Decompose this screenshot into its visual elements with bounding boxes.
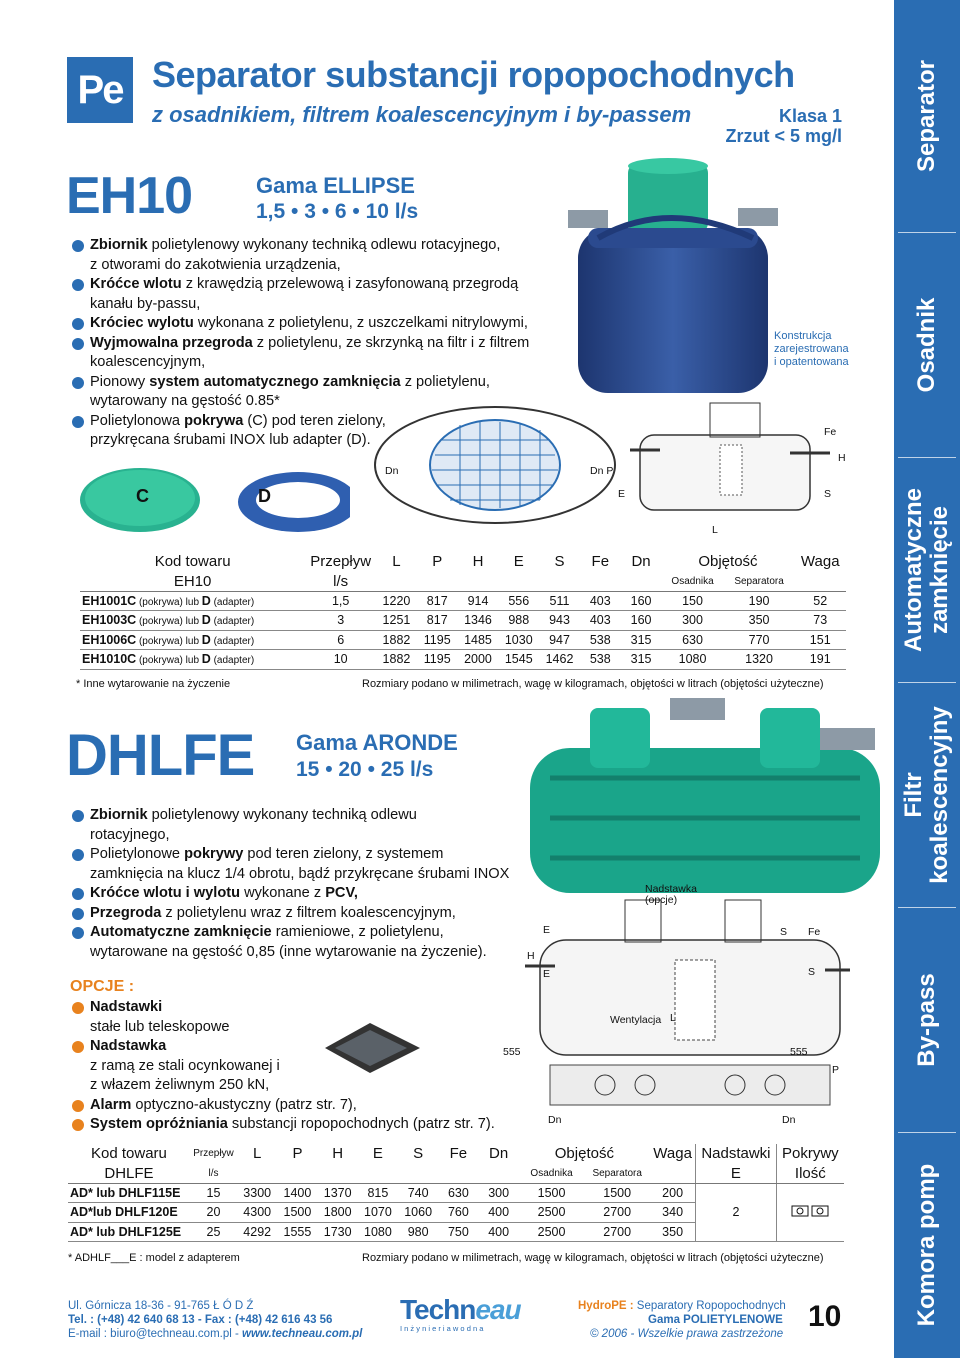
diagram-label-555-left: 555 (503, 1046, 521, 1058)
cell-code (80, 611, 305, 631)
item-bold-text: Króćce wlotu i wylotu (90, 885, 241, 901)
diagram-label-fe: Fe (824, 426, 837, 438)
cell-fe: 538 (580, 650, 621, 670)
cell-pokrywy (776, 1183, 844, 1242)
cell-dn: 160 (621, 611, 662, 631)
item-text: Polietylonowa (90, 412, 185, 429)
diagram-label-nadstawka: Nadstawka (opcje) (645, 883, 697, 906)
cell-p: 1195 (417, 650, 458, 670)
techneau-logo: Techneau I n ż y n i e r i a w o d n a (400, 1294, 521, 1333)
table-header-separatora: Separatora (584, 1164, 650, 1184)
cell-fe: 760 (438, 1203, 478, 1223)
product-code: DHLF120E (115, 1205, 178, 1220)
cell-h: 914 (458, 591, 499, 611)
cell-fe: 403 (580, 611, 621, 631)
cell-waga: 340 (650, 1203, 696, 1223)
table-row (80, 591, 846, 611)
table-header-s: S (554, 553, 565, 571)
table-header-s: S (413, 1145, 424, 1163)
cell-p: 1195 (417, 630, 458, 650)
list-item (70, 236, 600, 275)
item-text: wykonane z (240, 885, 326, 901)
table-header-e: E (513, 553, 524, 571)
cell-h: 1370 (318, 1183, 358, 1203)
cell-flow: 20 (190, 1203, 237, 1223)
page-number: 10 (808, 1300, 842, 1333)
code-prefix: AD* lub (70, 1224, 119, 1239)
cell-fe: 630 (438, 1183, 478, 1203)
cell-vol-osadnika: 2500 (519, 1222, 585, 1242)
cell-h: 1730 (318, 1222, 358, 1242)
cell-fe: 403 (580, 591, 621, 611)
item-bold-text: pokrywy (184, 846, 244, 862)
item-continuation: rotacyjnego, (90, 826, 170, 843)
table-header-nadstawki-e: E (696, 1164, 776, 1184)
diagram-label-e: E (618, 488, 626, 500)
bullet-dot-icon (72, 1041, 84, 1053)
item-bold-text: Zbiornik (90, 237, 148, 253)
item-bold-text: system automatycznego zamknięcia (149, 373, 401, 390)
eh10-top-view-diagram (370, 400, 620, 540)
page-title: Separator substancji ropopochodnych (152, 54, 795, 95)
item-text: ramieniowe, z polietylenu, (271, 924, 444, 940)
cell-vol-separatora: 2700 (584, 1203, 650, 1223)
cell-p: 1555 (277, 1222, 317, 1242)
table-header-dn: Dn (631, 553, 651, 571)
item-bold-text: Nadstawki (90, 999, 163, 1015)
diagram-label-s: S (780, 926, 788, 938)
cell-e: 1545 (498, 650, 539, 670)
cell-s: 511 (539, 591, 580, 611)
table-header-fe: Fe (591, 553, 610, 571)
item-continuation: kanału by-passu, (90, 295, 201, 312)
item-bold-text: Alarm (90, 1096, 132, 1113)
bullet-dot-icon (72, 240, 84, 252)
bullet-dot-icon (72, 888, 84, 900)
list-item (70, 275, 600, 314)
cell-vol-separatora: 770 (724, 630, 795, 650)
table-header-separatora: Separatora (724, 572, 795, 592)
table-header-unit: l/s (190, 1164, 237, 1184)
cell-e: 1080 (358, 1222, 398, 1242)
table-header-nadstawki: Nadstawki (696, 1144, 776, 1164)
bullet-dot-icon (72, 810, 84, 822)
cell-code (80, 650, 305, 670)
list-item (70, 845, 570, 884)
product-code-eh10: EH10 (66, 167, 193, 225)
code-suffix: (pokrywa) lub (136, 635, 202, 647)
item-text: wykonana z polietylenu, z uszczelkami nitrylowymi, (193, 315, 528, 331)
manhole-cover-image (315, 1018, 425, 1078)
gama-name-aronde: Gama ARONDE (296, 730, 458, 755)
cell-flow: 6 (305, 630, 376, 650)
code-suffix: (adapter) (210, 635, 255, 647)
item-bold-text: System opróżniania (90, 1116, 228, 1132)
item-text: substancji ropopochodnych (patrz str. 7). (227, 1116, 495, 1132)
cell-nadstawki: 2 (696, 1183, 776, 1242)
options-title: OPCJE : (70, 978, 135, 995)
item-text: z polietylenu wraz z filtrem koalescencyjnym, (161, 904, 456, 921)
bullet-dot-icon (72, 927, 84, 939)
bullet-dot-icon (72, 908, 84, 920)
diagram-label-s: S (824, 488, 832, 500)
eh10-spec-table (80, 552, 846, 670)
sidebar-label-separator: Separator (913, 59, 940, 173)
list-item (70, 314, 600, 334)
cell-p: 817 (417, 591, 458, 611)
code-suffix: (pokrywa) lub (136, 616, 202, 628)
product-code: EH1003C (82, 613, 137, 628)
cell-s: 947 (539, 630, 580, 650)
eh10-side-view-diagram (620, 395, 835, 520)
cell-l: 1882 (376, 650, 417, 670)
footer-email: E-mail : biuro@techneau.com.pl - www.techneau.com.pl (68, 1328, 363, 1340)
cell-fe: 750 (438, 1222, 478, 1242)
table-header-osadnika: Osadnika (661, 572, 723, 592)
code-suffix: (adapter) (210, 655, 255, 667)
patent-callout: Konstrukcja zarejestrowana i opatentowana (774, 330, 849, 368)
cell-p: 1400 (277, 1183, 317, 1203)
item-continuation: stałe lub teleskopowe (90, 1018, 230, 1035)
cell-waga: 350 (650, 1222, 696, 1242)
code-prefix: AD*lub (70, 1205, 116, 1220)
diagram-label-h: H (527, 950, 535, 962)
cell-code (68, 1222, 190, 1242)
eh10-note-right: Rozmiary podano w milimetrach, wagę w kilogramach, objętości w litrach (objętości użyteczne) (362, 678, 824, 690)
cell-s: 943 (539, 611, 580, 631)
cell-s: 1462 (539, 650, 580, 670)
cell-l: 1220 (376, 591, 417, 611)
table-header-fe: Fe (449, 1145, 468, 1163)
pe-badge: Pe (67, 57, 133, 123)
part-label-d: D (258, 486, 271, 506)
item-text: z krawędzią przelewową i zasyfonowaną przegrodą (181, 276, 519, 292)
table-header-objetosc: Objętość (554, 1145, 614, 1163)
item-text: z polietylenu, ze skrzynką na filtr i z filtrem (252, 334, 530, 351)
table-header-kod-sub: EH10 (80, 572, 305, 592)
item-text: Pionowy (90, 373, 150, 390)
table-header-e: E (372, 1145, 383, 1163)
item-text: polietylenowy wykonany techniką odlewu rotacyjnego, (147, 237, 501, 253)
table-row (80, 611, 846, 631)
cell-dn: 300 (479, 1183, 519, 1203)
item-bold-text: Zbiornik (90, 807, 148, 823)
table-header-p: P (292, 1145, 303, 1163)
cell-dn: 160 (621, 591, 662, 611)
sidebar-label-bypass: By-pass (913, 972, 940, 1067)
cell-p: 1500 (277, 1203, 317, 1223)
footer-website-link[interactable]: www.techneau.com.pl (242, 1328, 363, 1340)
bullet-dot-icon (72, 338, 84, 350)
cell-e: 1030 (498, 630, 539, 650)
table-header-objetosc: Objętość (698, 553, 758, 571)
cell-dn: 400 (479, 1203, 519, 1223)
discharge-label: Zrzut < 5 mg/l (725, 126, 842, 146)
table-row (80, 650, 846, 670)
page-subtitle: z osadnikiem, filtrem koalescencyjnym i by-passem (152, 102, 692, 127)
cell-dn: 315 (621, 630, 662, 650)
item-continuation: z włazem żeliwnym 250 kN, (90, 1077, 270, 1093)
item-continuation: koalescencyjnym, (90, 354, 206, 370)
cell-vol-separatora: 350 (724, 611, 795, 631)
adapter-letter: D (201, 593, 211, 608)
diagram-label-s2: S (808, 966, 816, 978)
class-label: Klasa 1 (778, 106, 842, 126)
cell-vol-separatora: 1500 (584, 1183, 650, 1203)
diagram-label-wentylacja: Wentylacja (610, 1014, 662, 1026)
cell-s: 980 (398, 1222, 438, 1242)
item-bold-text: Nadstawka (90, 1038, 167, 1054)
table-header-kod: Kod towaru (91, 1145, 167, 1163)
diagram-label-dn: Dn (385, 465, 399, 477)
table-header-kod: Kod towaru (154, 553, 231, 571)
list-item (70, 806, 570, 845)
footer-gama: Gama POLIETYLENOWE (648, 1314, 783, 1326)
diagram-label-dn-left: Dn (548, 1114, 562, 1126)
diagram-label-h: H (838, 452, 846, 464)
cell-e: 1070 (358, 1203, 398, 1223)
cell-vol-separatora: 2700 (584, 1222, 650, 1242)
table-header-kod-sub: DHLFE (68, 1164, 190, 1184)
cover-and-adapter-image (70, 460, 350, 540)
bullet-dot-icon (72, 1119, 84, 1131)
code-suffix: (pokrywa) lub (136, 655, 202, 667)
cell-code (68, 1183, 190, 1203)
item-continuation: wytarowane na gęstość 0,85 (inne wytarowanie na życzenie). (90, 943, 487, 960)
sidebar-label-osadnik: Osadnik (913, 297, 940, 392)
diagram-label-l: L (712, 524, 718, 536)
cell-code (80, 591, 305, 611)
table-header-waga: Waga (653, 1145, 692, 1163)
code-suffix: (pokrywa) lub (136, 596, 202, 608)
code-suffix: (adapter) (210, 596, 255, 608)
gama-flow-ellipse: 1,5 • 3 • 6 • 10 l/s (256, 200, 419, 223)
footer-copyright: © 2006 - Wszelkie prawa zastrzeżone (590, 1328, 784, 1340)
item-text: optyczno-akustyczny (patrz str. 7), (131, 1096, 357, 1113)
bullet-dot-icon (72, 279, 84, 291)
item-continuation: z ramą ze stali ocynkowanej i (90, 1057, 280, 1074)
cell-vol-osadnika: 630 (661, 630, 723, 650)
cell-h: 1346 (458, 611, 499, 631)
code-suffix: (adapter) (210, 616, 255, 628)
table-header-ilosc: Ilość (776, 1164, 844, 1184)
cell-l: 1251 (376, 611, 417, 631)
bullet-dot-icon (72, 318, 84, 330)
diagram-label-p: P (832, 1064, 840, 1076)
dhlfe-note-right: Rozmiary podano w milimetrach, wagę w kilogramach, objętości w litrach (objętości użyteczne) (362, 1252, 824, 1264)
product-code: EH1010C (82, 652, 137, 667)
item-text: z polietylenu, (400, 373, 490, 390)
cell-waga: 200 (650, 1183, 696, 1203)
part-label-c: C (136, 486, 149, 506)
eh10-tank-image (568, 158, 778, 398)
dhlfe-note-left: * ADHLF___E : model z adapterem (68, 1252, 240, 1264)
cell-vol-osadnika: 300 (661, 611, 723, 631)
cell-l: 4300 (237, 1203, 277, 1223)
adapter-letter: D (201, 613, 211, 628)
table-header-l: L (253, 1145, 262, 1163)
cell-h: 1485 (458, 630, 499, 650)
cell-vol-osadnika: 150 (661, 591, 723, 611)
dhlfe-side-view-diagram (525, 880, 850, 1120)
bullet-dot-icon (72, 377, 84, 389)
list-item (70, 1037, 540, 1096)
item-bold-text: pokrywa (184, 412, 244, 429)
cell-e: 988 (498, 611, 539, 631)
gama-name-ellipse: Gama ELLIPSE (256, 173, 415, 198)
bullet-dot-icon (72, 1100, 84, 1112)
table-header-unit: l/s (305, 572, 376, 592)
sidebar-label-komora: Komora pomp (913, 1163, 940, 1327)
item-continuation: z otworami do zakotwienia urządzenia, (90, 256, 341, 273)
options-list (70, 998, 540, 1135)
diagram-label-l: L (670, 1012, 676, 1024)
cell-l: 4292 (237, 1222, 277, 1242)
table-header-p: P (432, 553, 443, 571)
cell-waga: 73 (794, 611, 846, 631)
table-header-pokrywy: Pokrywy (776, 1144, 844, 1164)
cover-quantity-icon (790, 1204, 830, 1218)
list-item (70, 998, 540, 1037)
cell-p: 817 (417, 611, 458, 631)
table-header-przeplyw: Przepływ (310, 553, 372, 571)
cell-flow: 25 (190, 1222, 237, 1242)
table-row (80, 630, 846, 650)
product-code: DHLF125E (118, 1224, 182, 1239)
cell-vol-separatora: 1320 (724, 650, 795, 670)
cell-l: 3300 (237, 1183, 277, 1203)
item-continuation: zamknięcia na klucz 1/4 obrotu, bądź przykręcane śrubami INOX (90, 865, 510, 882)
cell-l: 1882 (376, 630, 417, 650)
item-continuation: wytarowany na gęstość 0.85* (90, 393, 280, 409)
cell-dn: 400 (479, 1222, 519, 1242)
cell-code (68, 1203, 190, 1223)
list-item (70, 1115, 540, 1135)
cell-flow: 15 (190, 1183, 237, 1203)
diagram-label-555-right: 555 (790, 1046, 808, 1058)
cell-fe: 538 (580, 630, 621, 650)
sidebar-label-zamkniecie: Automatyczne zamknięcie (900, 487, 953, 652)
table-header-l: L (392, 553, 401, 571)
cell-s: 740 (398, 1183, 438, 1203)
list-item (70, 884, 570, 904)
table-header-przeplyw: Przepływ (193, 1148, 234, 1160)
item-bold-text: Przegroda (90, 904, 162, 921)
diagram-label-e: E (543, 924, 551, 936)
table-header-h: H (332, 1145, 344, 1163)
cell-flow: 1,5 (305, 591, 376, 611)
cell-e: 815 (358, 1183, 398, 1203)
cell-vol-osadnika: 1080 (661, 650, 723, 670)
list-item (70, 334, 600, 373)
item-bold-text: Króciec wylotu (90, 315, 194, 331)
bullet-dot-icon (72, 416, 84, 428)
diagram-label-e2: E (543, 968, 551, 980)
list-item (70, 1096, 540, 1116)
item-text: Polietylonowe (90, 846, 185, 862)
bullet-dot-icon (72, 1002, 84, 1014)
item-text: polietylenowy wykonany techniką odlewu (147, 807, 417, 823)
cell-dn: 315 (621, 650, 662, 670)
cell-h: 1800 (318, 1203, 358, 1223)
gama-flow-aronde: 15 • 20 • 25 l/s (296, 758, 434, 781)
cell-h: 2000 (458, 650, 499, 670)
cell-flow: 3 (305, 611, 376, 631)
bullet-dot-icon (72, 849, 84, 861)
cell-s: 1060 (398, 1203, 438, 1223)
cell-code (80, 630, 305, 650)
cell-waga: 52 (794, 591, 846, 611)
table-row (68, 1183, 844, 1203)
eh10-note-left: * Inne wytarowanie na życzenie (76, 678, 231, 690)
code-prefix: AD* lub (70, 1185, 119, 1200)
cell-flow: 10 (305, 650, 376, 670)
table-header-osadnika: Osadnika (519, 1164, 585, 1184)
footer-hydrope: HydroPE : Separatory Ropopochodnych (578, 1300, 786, 1312)
cell-vol-osadnika: 1500 (519, 1183, 585, 1203)
category-sidebar (894, 0, 960, 1358)
diagram-label-dn-p: Dn P (590, 465, 614, 477)
cell-e: 556 (498, 591, 539, 611)
cell-waga: 151 (794, 630, 846, 650)
item-text: (C) pod teren zielony, (243, 412, 386, 429)
item-bold-text: PCV, (325, 885, 358, 901)
diagram-label-fe: Fe (808, 926, 821, 938)
dhlfe-tank-image (520, 688, 890, 898)
product-code-dhlfe: DHLFE (66, 723, 255, 788)
product-code: EH1001C (82, 593, 137, 608)
dhlfe-spec-table (68, 1144, 844, 1242)
table-header-waga: Waga (800, 553, 840, 571)
item-bold-text: Automatyczne zamknięcie (90, 924, 272, 940)
dhlfe-feature-list (70, 806, 570, 962)
adapter-letter: D (201, 652, 211, 667)
diagram-label-dn-right: Dn (782, 1114, 796, 1126)
list-item (70, 904, 570, 924)
item-continuation: przykręcana śrubami INOX lub adapter (D). (90, 432, 371, 448)
product-code: EH1006C (82, 632, 137, 647)
table-header-dn: Dn (489, 1145, 509, 1163)
sidebar-label-filtr: Filtr koalescencyjny (900, 705, 953, 884)
cell-waga: 191 (794, 650, 846, 670)
adapter-letter: D (201, 632, 211, 647)
list-item (70, 923, 570, 962)
table-header-h: H (472, 553, 484, 571)
footer-address: Ul. Górnicza 18-36 - 91-765 Ł Ó D Ź (68, 1300, 254, 1312)
item-bold-text: Króćce wlotu (90, 276, 182, 292)
product-code: DHLF115E (118, 1185, 181, 1200)
footer-phone: Tel. : (+48) 42 640 68 13 - Fax : (+48) 42 616 43 56 (68, 1314, 333, 1326)
item-text: pod teren zielony, z systemem (243, 846, 444, 862)
cell-vol-osadnika: 2500 (519, 1203, 585, 1223)
item-bold-text: Wyjmowalna przegroda (90, 334, 253, 351)
cell-vol-separatora: 190 (724, 591, 795, 611)
